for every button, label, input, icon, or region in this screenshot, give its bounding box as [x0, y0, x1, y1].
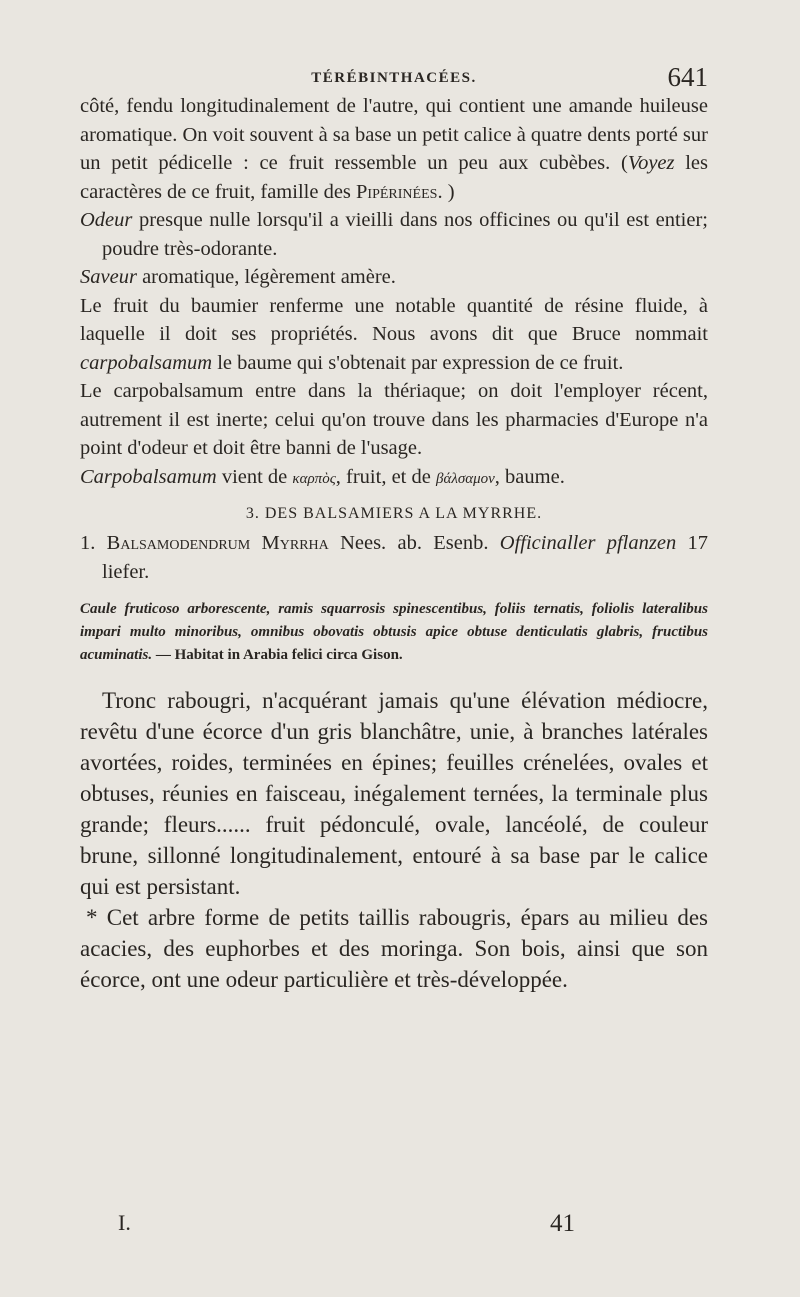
section-heading: 3. DES BALSAMIERS A LA MYRRHE.: [245, 505, 543, 522]
paragraph-theriaque: Le carpobalsamum entre dans la thériaque; on doit l'employer récent, autrement il est inerte; celui qu'on trouve dans les pharmacies d'Europe n'a point d'odeur et doit être banni de l'usage.: [80, 380, 708, 459]
latin-diagnosis: [80, 598, 708, 667]
odeur-label: Odeur: [80, 209, 133, 231]
greek-karpos: καρπὸς: [292, 470, 336, 487]
carpobalsamum-term: carpobalsamum: [80, 351, 213, 374]
saveur-label: Saveur: [80, 266, 137, 288]
body-text: [80, 92, 708, 995]
family-name: Pipérinées: [356, 180, 438, 203]
paragraph-resine: Le fruit du baumier renferme une notable quantité de résine fluide, à laquelle il doit ses propriétés. Nous avons dit que Bruce nommait carpobalsamum le baume qui s'obtenait par expression de ce fruit.: [80, 294, 708, 374]
etymology-term: Carpobalsamum: [80, 465, 217, 488]
paragraph-saveur: Saveur aromatique, légèrement amère.: [80, 266, 396, 288]
description-paragraph-2: * Cet arbre forme de petits taillis rabougris, épars au milieu des acacies, des euphorbes et des moringa. Son bois, ainsi que son écorce, ont une odeur particulière et très-développée.: [80, 905, 708, 992]
running-title: TÉRÉBINTHACÉES.: [311, 70, 477, 86]
species-name: Balsamodendrum Myrrha: [106, 532, 329, 554]
paragraph-fruit-description: côté, fendu longitudinalement de l'autre, qui contient une amande huileuse aromatique. On voit souvent à sa base un petit calice à quatre dents porté sur un petit pédicelle : ce fruit ressemble un peu aux cubèbes. (Voyez les caractères de ce fruit, famille des Pipérinées. ): [80, 95, 709, 203]
page-number: 641: [667, 62, 708, 92]
running-head: [80, 62, 708, 92]
habitat-text: — Habitat in Arabia felici circa Gison.: [152, 647, 403, 663]
paragraph-etymology: Carpobalsamum vient de καρπὸς, fruit, et de βάλσαμον, baume.: [80, 465, 565, 488]
signature-right: 41: [550, 1210, 575, 1237]
signature-left: I.: [118, 1210, 131, 1235]
species-work: Officinaller pflanzen: [499, 532, 677, 554]
paragraph-odeur: Odeur presque nulle lorsqu'il a vieilli dans nos officines ou qu'il est entier; poudre très-odorante.: [80, 209, 708, 260]
greek-balsamon: βάλσαμον: [435, 470, 495, 487]
footer: [80, 1210, 708, 1240]
latin-text: Caule fruticoso arborescente, ramis squarrosis spinescentibus, foliis ternatis, foliolis lateralibus impari multo minoribus, omnibus obovatis obtusis apice obtuse denticulatis glabris, fructibus acuminatis.: [80, 601, 708, 663]
voyez-ref: Voyez: [627, 152, 675, 174]
species-entry: 1. Balsamodendrum Myrrha Nees. ab. Esenb. Officinaller pflanzen 17 liefer.: [80, 532, 708, 583]
description-paragraph-1: Tronc rabougri, n'acquérant jamais qu'une élévation médiocre, revêtu d'une écorce d'un gris blanchâtre, unie, à branches latérales avortées, roides, terminées en épines; feuilles crénelées, ovales et obtuses, réunies en faisceau, inégalement ternées, la terminale plus grande; fleurs...... fruit pédonculé, ovale, lancéolé, de couleur brune, sillonné longitudinalement, entouré à sa base par le calice qui est persistant.: [80, 688, 708, 899]
